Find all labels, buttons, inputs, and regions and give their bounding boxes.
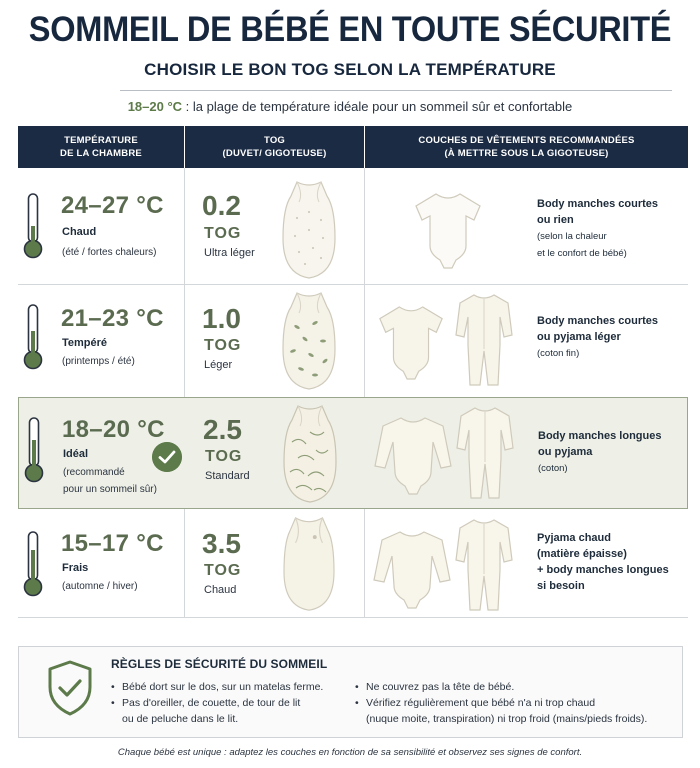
temperature-note: (printemps / été)	[62, 356, 135, 367]
bodysuit-icon	[374, 301, 448, 383]
table-header	[18, 126, 688, 168]
temperature-note: (recommandé pour un sommeil sûr)	[63, 467, 157, 495]
divider	[120, 90, 672, 91]
temperature-label: Tempéré	[62, 337, 108, 349]
page-subtitle: CHOISIR LE BON TOG SELON LA TEMPÉRATURE	[144, 60, 556, 79]
tog-value: 2.5	[203, 414, 242, 445]
clothing-recommendation: Pyjama chaud (matière épaisse) + body manches longues si besoin	[537, 532, 669, 592]
bodysuit-icon	[373, 414, 453, 496]
tog-value: 1.0	[202, 303, 241, 334]
temperature-range: 21–23 °C	[61, 305, 164, 332]
table-row-temperate	[18, 285, 688, 395]
clothing-recommendation: Body manches longues ou pyjama (coton)	[538, 430, 662, 474]
tog-value: 0.2	[202, 190, 241, 221]
sleep-sack-icon	[275, 514, 343, 614]
tog-description: Ultra léger	[204, 247, 255, 259]
temperature-label: Chaud	[62, 226, 97, 238]
sleep-sack-icon	[275, 289, 343, 393]
header-tog: TOG (DUVET/ GIGOTEUSE)	[222, 135, 327, 159]
bodysuit-icon	[410, 190, 486, 270]
rule-item: • Bébé dort sur le dos, sur un matelas ferme.	[111, 679, 323, 695]
thermometer-icon	[23, 416, 45, 484]
tog-unit: TOG	[204, 337, 242, 354]
temperature-label: Frais	[62, 562, 89, 574]
temperature-note: (automne / hiver)	[62, 581, 138, 592]
tog-description: Chaud	[204, 584, 237, 596]
pajama-icon	[455, 404, 515, 504]
header-temperature: TEMPÉRATURE DE LA CHAMBRE	[60, 135, 142, 159]
thermometer-icon	[22, 303, 44, 371]
tog-value: 3.5	[202, 528, 241, 559]
table-row-cool	[18, 510, 688, 617]
safety-rules-box	[18, 646, 683, 738]
tog-unit: TOG	[205, 448, 243, 465]
shield-check-icon	[45, 659, 95, 717]
pajama-icon	[454, 516, 514, 616]
check-icon	[152, 442, 182, 472]
intro-text: : la plage de température idéale pour un sommeil sûr et confortable	[182, 99, 573, 114]
bodysuit-icon	[372, 528, 452, 610]
table-row-hot	[18, 168, 688, 284]
rule-item: • Vérifiez régulièrement que bébé n'a ni trop chaud (nuque moite, transpiration) ni trop froid (mains/pieds froids).	[355, 695, 647, 727]
rules-title: RÈGLES DE SÉCURITÉ DU SOMMEIL	[111, 657, 328, 671]
tog-description: Standard	[205, 470, 250, 482]
temperature-range: 15–17 °C	[61, 530, 164, 557]
footer-note: Chaque bébé est unique : adaptez les couches en fonction de sa sensibilité et observez ses signes de confort.	[117, 747, 583, 758]
thermometer-icon	[22, 192, 44, 260]
tog-unit: TOG	[204, 562, 242, 579]
pajama-icon	[454, 291, 514, 391]
tog-description: Léger	[204, 359, 233, 371]
sleep-sack-icon	[276, 402, 344, 506]
rule-item: • Ne couvrez pas la tête de bébé.	[355, 679, 514, 695]
page-title: SOMMEIL DE BÉBÉ EN TOUTE SÉCURITÉ	[28, 10, 672, 49]
table-row-ideal	[18, 397, 688, 509]
thermometer-icon	[22, 530, 44, 598]
temperature-range: 24–27 °C	[61, 192, 164, 219]
temperature-range: 18–20 °C	[62, 416, 165, 443]
temperature-label: Idéal	[63, 448, 89, 460]
tog-unit: TOG	[204, 225, 242, 242]
temperature-note: (été / fortes chaleurs)	[62, 247, 157, 258]
intro-line	[0, 99, 700, 114]
clothing-recommendation: Body manches courtes ou rien (selon la chaleur et le confort de bébé)	[537, 198, 659, 259]
header-clothing: COUCHES DE VÊTEMENTS RECOMMANDÉES (À METTRE SOUS LA GIGOTEUSE)	[418, 135, 635, 159]
row-divider	[18, 617, 688, 618]
clothing-recommendation: Body manches courtes ou pyjama léger (coton fin)	[537, 315, 659, 359]
intro-highlight: 18–20 °C	[127, 99, 183, 114]
rule-item: • Pas d'oreiller, de couette, de tour de lit ou de peluche dans le lit.	[111, 695, 300, 727]
sleep-sack-icon	[275, 178, 343, 282]
